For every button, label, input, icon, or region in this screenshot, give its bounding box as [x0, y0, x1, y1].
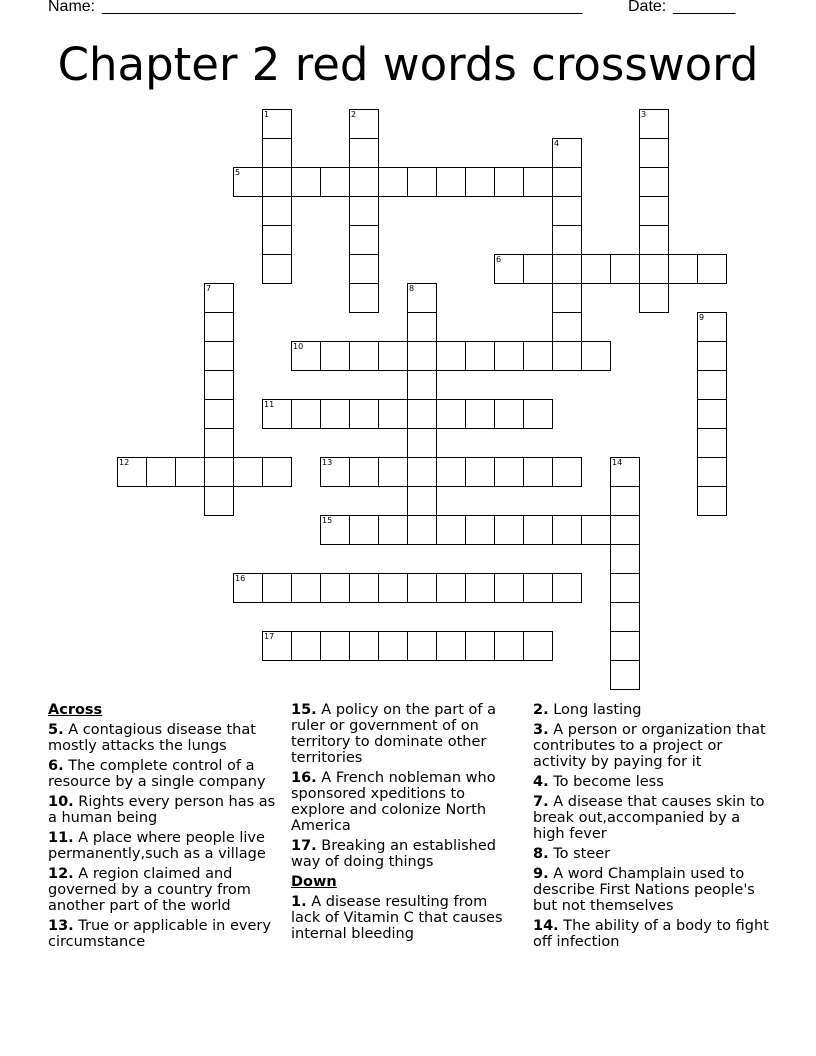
grid-cell[interactable] — [610, 486, 640, 516]
grid-cell[interactable] — [465, 167, 495, 197]
grid-cell[interactable] — [349, 573, 379, 603]
clue-num: 15. — [291, 702, 317, 718]
grid-cell[interactable] — [262, 196, 292, 226]
grid-cell[interactable] — [494, 573, 524, 603]
grid-cell[interactable] — [262, 254, 292, 284]
grid-cell[interactable] — [610, 660, 640, 690]
name-label: Name: — [48, 0, 96, 15]
clue-number: 17 — [264, 632, 275, 641]
clue-number: 11 — [264, 400, 275, 409]
grid-cell[interactable] — [320, 341, 350, 371]
grid-cell[interactable] — [407, 428, 437, 458]
clue-number: 6 — [496, 255, 502, 264]
grid-cell[interactable] — [233, 573, 263, 603]
clue-number: 15 — [322, 516, 333, 525]
grid-cell[interactable] — [204, 486, 234, 516]
grid-cell[interactable] — [349, 457, 379, 487]
down-clue — [533, 722, 773, 770]
grid-cell[interactable] — [262, 225, 292, 255]
across-clue — [291, 770, 521, 834]
down-clue — [533, 846, 773, 862]
grid-cell[interactable] — [320, 631, 350, 661]
grid-cell[interactable] — [610, 631, 640, 661]
grid-cell[interactable] — [262, 138, 292, 168]
grid-cell[interactable] — [494, 254, 524, 284]
clue-text: A word Champlain used to describe First Nations people's but not themselves — [533, 866, 755, 914]
grid-cell[interactable] — [494, 457, 524, 487]
grid-cell[interactable] — [407, 167, 437, 197]
grid-cell[interactable] — [668, 254, 698, 284]
grid-cell[interactable] — [581, 515, 611, 545]
grid-cell[interactable] — [349, 283, 379, 313]
clue-text: The ability of a body to fight off infection — [533, 918, 769, 950]
clue-text: Breaking an established way of doing things — [291, 838, 496, 870]
grid-cell[interactable] — [697, 254, 727, 284]
clue-num: 2. — [533, 702, 549, 718]
grid-cell[interactable] — [436, 167, 466, 197]
clue-num: 3. — [533, 722, 549, 738]
clue-text: To steer — [553, 846, 611, 862]
clue-num: 9. — [533, 866, 549, 882]
across-clue — [291, 702, 521, 766]
down-clue — [533, 866, 773, 914]
clue-number: 1 — [264, 110, 270, 119]
grid-cell[interactable] — [146, 457, 176, 487]
grid-cell[interactable] — [349, 196, 379, 226]
grid-cell[interactable] — [320, 515, 350, 545]
grid-cell[interactable] — [349, 399, 379, 429]
grid-cell[interactable] — [262, 109, 292, 139]
grid-cell[interactable] — [233, 457, 263, 487]
clue-text: The complete control of a resource by a single company — [48, 758, 266, 790]
grid-cell[interactable] — [465, 399, 495, 429]
down-heading: Down — [291, 874, 337, 890]
grid-cell[interactable] — [349, 254, 379, 284]
clue-num: 10. — [48, 794, 74, 810]
clue-num: 17. — [291, 838, 317, 854]
grid-cell[interactable] — [523, 457, 553, 487]
grid-cell[interactable] — [407, 341, 437, 371]
across-clue — [48, 794, 278, 826]
grid-cell[interactable] — [523, 167, 553, 197]
down-clue — [291, 894, 521, 942]
grid-cell[interactable] — [407, 457, 437, 487]
grid-cell[interactable] — [204, 283, 234, 313]
down-clue — [533, 774, 773, 790]
grid-cell[interactable] — [378, 341, 408, 371]
grid-cell[interactable] — [581, 254, 611, 284]
clue-number: 14 — [612, 458, 623, 467]
grid-cell[interactable] — [465, 457, 495, 487]
grid-cell[interactable] — [291, 573, 321, 603]
clue-text: A region claimed and governed by a country from another part of the world — [48, 866, 251, 914]
grid-cell[interactable] — [610, 544, 640, 574]
grid-cell[interactable] — [552, 167, 582, 197]
grid-cell[interactable] — [552, 341, 582, 371]
grid-cell[interactable] — [610, 573, 640, 603]
grid-cell[interactable] — [378, 631, 408, 661]
grid-cell[interactable] — [320, 573, 350, 603]
grid-cell[interactable] — [697, 370, 727, 400]
clue-number: 16 — [235, 574, 246, 583]
grid-cell[interactable] — [262, 457, 292, 487]
grid-cell[interactable] — [697, 428, 727, 458]
grid-cell[interactable] — [349, 109, 379, 139]
grid-cell[interactable] — [523, 341, 553, 371]
page-title: Chapter 2 red words crossword — [57, 38, 759, 91]
grid-cell[interactable] — [552, 573, 582, 603]
clue-text: Rights every person has as a human being — [48, 794, 276, 826]
across-heading: Across — [48, 702, 103, 718]
grid-cell[interactable] — [378, 399, 408, 429]
date-label: Date: — [628, 0, 667, 15]
clue-text: A policy on the part of a ruler or government of on territory to dominate other territories — [291, 702, 497, 766]
grid-cell[interactable] — [465, 515, 495, 545]
grid-cell[interactable] — [552, 515, 582, 545]
grid-cell[interactable] — [581, 341, 611, 371]
clue-number: 9 — [699, 313, 705, 322]
grid-cell[interactable] — [262, 167, 292, 197]
clue-text: Long lasting — [553, 702, 642, 718]
grid-cell[interactable] — [697, 457, 727, 487]
grid-cell[interactable] — [610, 515, 640, 545]
grid-cell[interactable] — [320, 457, 350, 487]
grid-cell[interactable] — [552, 196, 582, 226]
grid-cell[interactable] — [465, 631, 495, 661]
grid-cell[interactable] — [697, 312, 727, 342]
clue-text: A place where people live permanently,such as a village — [48, 830, 266, 862]
grid-cell[interactable] — [639, 138, 669, 168]
grid-cell[interactable] — [378, 515, 408, 545]
across-clue — [48, 830, 278, 862]
clue-num: 8. — [533, 846, 549, 862]
grid-cell[interactable] — [407, 486, 437, 516]
clue-number: 10 — [293, 342, 304, 351]
grid-cell[interactable] — [465, 573, 495, 603]
grid-cell[interactable] — [204, 370, 234, 400]
grid-cell[interactable] — [436, 399, 466, 429]
grid-cell[interactable] — [552, 225, 582, 255]
clues-column-2 — [291, 702, 521, 946]
grid-cell[interactable] — [610, 457, 640, 487]
clues-column-3 — [533, 702, 773, 954]
date-field[interactable]: _______ — [673, 0, 736, 15]
grid-cell[interactable] — [291, 167, 321, 197]
grid-cell[interactable] — [436, 515, 466, 545]
grid-cell[interactable] — [407, 399, 437, 429]
grid-cell[interactable] — [349, 515, 379, 545]
grid-cell[interactable] — [494, 341, 524, 371]
grid-cell[interactable] — [407, 573, 437, 603]
grid-cell[interactable] — [552, 312, 582, 342]
grid-cell[interactable] — [349, 341, 379, 371]
grid-cell[interactable] — [494, 167, 524, 197]
grid-cell[interactable] — [552, 254, 582, 284]
grid-cell[interactable] — [407, 631, 437, 661]
grid-cell[interactable] — [233, 167, 263, 197]
grid-cell[interactable] — [349, 138, 379, 168]
grid-cell[interactable] — [697, 486, 727, 516]
clue-text: A disease that causes skin to break out,accompanied by a high fever — [533, 794, 765, 842]
grid-cell[interactable] — [262, 399, 292, 429]
grid-cell[interactable] — [552, 283, 582, 313]
grid-cell[interactable] — [639, 225, 669, 255]
name-field[interactable]: ______________________________________________________ — [102, 0, 583, 15]
clue-num: 1. — [291, 894, 307, 910]
grid-cell[interactable] — [291, 399, 321, 429]
grid-cell[interactable] — [610, 602, 640, 632]
grid-cell[interactable] — [639, 167, 669, 197]
grid-cell[interactable] — [175, 457, 205, 487]
grid-cell[interactable] — [349, 167, 379, 197]
grid-cell[interactable] — [378, 457, 408, 487]
down-clue — [533, 918, 773, 950]
clue-number: 4 — [554, 139, 560, 148]
clue-text: A French nobleman who sponsored xpeditions to explore and colonize North America — [291, 770, 496, 834]
grid-cell[interactable] — [204, 399, 234, 429]
grid-cell[interactable] — [639, 196, 669, 226]
grid-cell[interactable] — [378, 573, 408, 603]
grid-cell[interactable] — [494, 399, 524, 429]
grid-cell[interactable] — [436, 341, 466, 371]
grid-cell[interactable] — [349, 631, 379, 661]
grid-cell[interactable] — [465, 341, 495, 371]
clue-number: 8 — [409, 284, 415, 293]
grid-cell[interactable] — [320, 167, 350, 197]
grid-cell[interactable] — [436, 631, 466, 661]
clue-number: 2 — [351, 110, 357, 119]
across-clue — [48, 918, 278, 950]
clue-text: A person or organization that contributes to a project or activity by paying for it — [533, 722, 766, 770]
grid-cell[interactable] — [204, 341, 234, 371]
grid-cell[interactable] — [552, 457, 582, 487]
clue-num: 4. — [533, 774, 549, 790]
grid-cell[interactable] — [320, 399, 350, 429]
grid-cell[interactable] — [291, 631, 321, 661]
clue-num: 6. — [48, 758, 64, 774]
grid-cell[interactable] — [407, 515, 437, 545]
grid-cell[interactable] — [262, 573, 292, 603]
clue-text: To become less — [553, 774, 664, 790]
clue-text: A disease resulting from lack of Vitamin C that causes internal bleeding — [291, 894, 503, 942]
clue-num: 5. — [48, 722, 64, 738]
clue-num: 16. — [291, 770, 317, 786]
grid-cell[interactable] — [610, 254, 640, 284]
grid-cell[interactable] — [407, 283, 437, 313]
grid-cell[interactable] — [523, 631, 553, 661]
clues-column-1 — [48, 702, 278, 954]
clue-num: 7. — [533, 794, 549, 810]
clue-text: A contagious disease that mostly attacks the lungs — [48, 722, 256, 754]
grid-cell[interactable] — [378, 167, 408, 197]
grid-cell[interactable] — [204, 428, 234, 458]
across-clue — [48, 722, 278, 754]
down-clue — [533, 794, 773, 842]
grid-cell[interactable] — [117, 457, 147, 487]
grid-cell[interactable] — [639, 109, 669, 139]
grid-cell[interactable] — [523, 254, 553, 284]
clue-number: 5 — [235, 168, 241, 177]
grid-cell[interactable] — [494, 631, 524, 661]
clue-number: 12 — [119, 458, 130, 467]
grid-cell[interactable] — [204, 457, 234, 487]
grid-cell[interactable] — [494, 515, 524, 545]
grid-cell[interactable] — [639, 283, 669, 313]
across-clue — [291, 838, 521, 870]
grid-cell[interactable] — [407, 370, 437, 400]
clue-num: 14. — [533, 918, 559, 934]
grid-cell[interactable] — [697, 341, 727, 371]
grid-cell[interactable] — [436, 457, 466, 487]
grid-cell[interactable] — [407, 312, 437, 342]
grid-cell[interactable] — [291, 341, 321, 371]
grid-cell[interactable] — [523, 399, 553, 429]
grid-cell[interactable] — [639, 254, 669, 284]
clue-num: 12. — [48, 866, 74, 882]
grid-cell[interactable] — [262, 631, 292, 661]
clue-number: 7 — [206, 284, 212, 293]
across-clue — [48, 758, 278, 790]
clue-text: True or applicable in every circumstance — [48, 918, 271, 950]
clue-num: 13. — [48, 918, 74, 934]
clue-number: 3 — [641, 110, 647, 119]
down-clue — [533, 702, 773, 718]
grid-cell[interactable] — [697, 399, 727, 429]
clue-num: 11. — [48, 830, 74, 846]
grid-cell[interactable] — [523, 515, 553, 545]
across-clue — [48, 866, 278, 914]
grid-cell[interactable] — [436, 573, 466, 603]
grid-cell[interactable] — [204, 312, 234, 342]
grid-cell[interactable] — [523, 573, 553, 603]
grid-cell[interactable] — [349, 225, 379, 255]
clue-number: 13 — [322, 458, 333, 467]
grid-cell[interactable] — [552, 138, 582, 168]
